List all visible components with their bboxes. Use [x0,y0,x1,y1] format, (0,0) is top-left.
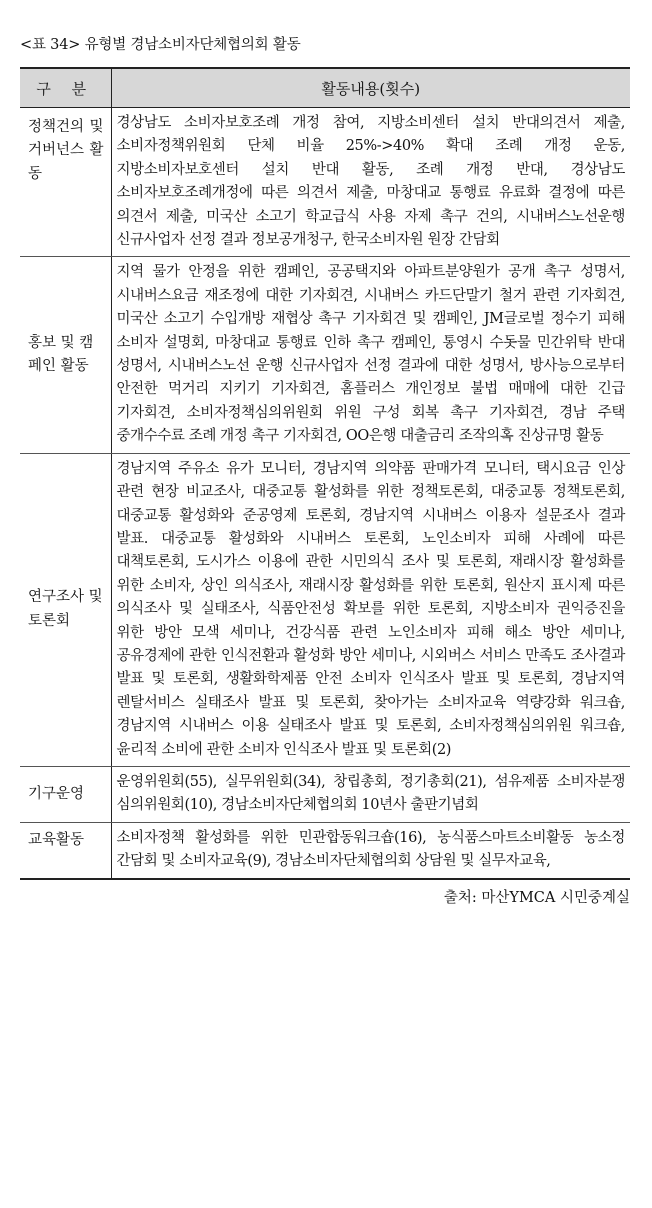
table-caption: <표 34> 유형별 경남소비자단체협의회 활동 [20,37,301,53]
table-row [20,766,630,822]
row-category: 교육활동 [20,822,111,878]
row-content: 경남지역 주유소 유가 모니터, 경남지역 의약품 판매가격 모니터, 택시요금 인상 관련 현장 비교조사, 대중교통 활성화를 위한 정책토론회, 대중교통 정책토론회, 대중교통 활성화와 준공영제 토론회, 경남지역 시내버스 이용자 설문조사 결과 발표. 대중교통 활성화와 시내버스 토론회, 노인소비자 피해 사례에 따른 대책토론회, 도시가스 이용에 관한 시민의식 조사 및 토론회, 재래시장 활성화를 위한 소비자, 상인 의식조사, 재래시장 활성화를 위한 토론회, 원산지 표시제 따른 의식조사 및 실태조사, 식품안전성 확보를 위한 토론회, 지방소비자 권익증진을 위한 방안 모색 세미나, 건강식품 관련 노인소비자 피해 해소 방안 세미나, 공유경제에 관한 인식전환과 활성화 방안 세미나, 시외버스 서비스 만족도 조사결과 발표 및 토론회, 생활화학제품 안전 소비자 인식조사 발표 및 토론회, 경남지역 렌탈서비스 실태조사 발표 및 토론회, 찾아가는 소비자교육 역량강화 워크숍, 경남지역 시내버스 이용 실태조사 발표 및 토론회, 소비자정책심의위원 워크숍, 윤리적 소비에 관한 소비자 인식조사 발표 및 토론회(2) [111,453,630,766]
source-note: 출처: 마산YMCA 시민중계실 [443,890,630,906]
row-content: 경상남도 소비자보호조례 개정 참여, 지방소비센터 설치 반대의견서 제출, 소비자정책위원회 단체 비율 25%->40% 확대 조례 개정 운동, 지방소비자보호센터 설치 반대 활동, 조례 개정 반대, 경상남도 소비자보호조례개정에 따른 의견서 제출, 마창대교 통행료 유료화 결정에 따른 의견서 제출, 미국산 소고기 학교급식 사용 자제 촉구 건의, 시내버스노선운행 신규사업자 선정 결과 정보공개청구, 한국소비자원 원장 간담회 [111,108,630,257]
row-category: 연구조사 및 토론회 [20,453,111,766]
row-content: 지역 물가 안정을 위한 캠페인, 공공택지와 아파트분양원가 공개 촉구 성명서, 시내버스요금 재조정에 대한 기자회견, 시내버스 카드단말기 철거 관련 기자회견, 미국산 소고기 수입개방 재협상 촉구 기자회견 및 캠페인, JM글로벌 정수기 피해 소비자 설명회, 마창대교 통행료 인하 촉구 캠페인, 통영시 수돗물 민간위탁 반대 성명서, 시내버스노선 운행 신규사업자 선정 결과에 대한 성명서, 방사능으로부터 안전한 먹거리 지키기 기자회견, 홈플러스 개인정보 불법 매매에 대한 긴급 기자회견, 소비자정책심의위원회 위원 구성 회복 촉구 기자회견, 경남 주택 중개수수료 조례 개정 촉구 기자회견, OO은행 대출금리 조작의혹 진상규명 활동 [111,257,630,453]
row-content: 운영위원회(55), 실무위원회(34), 창립총회, 정기총회(21), 섬유제품 소비자분쟁 심의위원회(10), 경남소비자단체협의회 10년사 출판기념회 [111,766,630,822]
row-content: 소비자정책 활성화를 위한 민관합동워크숍(16), 농식품스마트소비활동 농소정 간담회 및 소비자교육(9), 경남소비자단체협의회 상담원 및 실무자교육, [111,822,630,878]
header-category: 구 분 [20,68,111,108]
table-row [20,108,630,257]
table-header-row [20,68,630,108]
row-category: 홍보 및 캠페인 활동 [20,257,111,453]
activity-table [20,67,630,880]
row-category: 정책건의 및 거버넌스 활동 [20,108,111,257]
header-content: 활동내용(횟수) [111,68,630,108]
table-row [20,453,630,766]
table-row [20,822,630,878]
table-row [20,257,630,453]
row-category: 기구운영 [20,766,111,822]
